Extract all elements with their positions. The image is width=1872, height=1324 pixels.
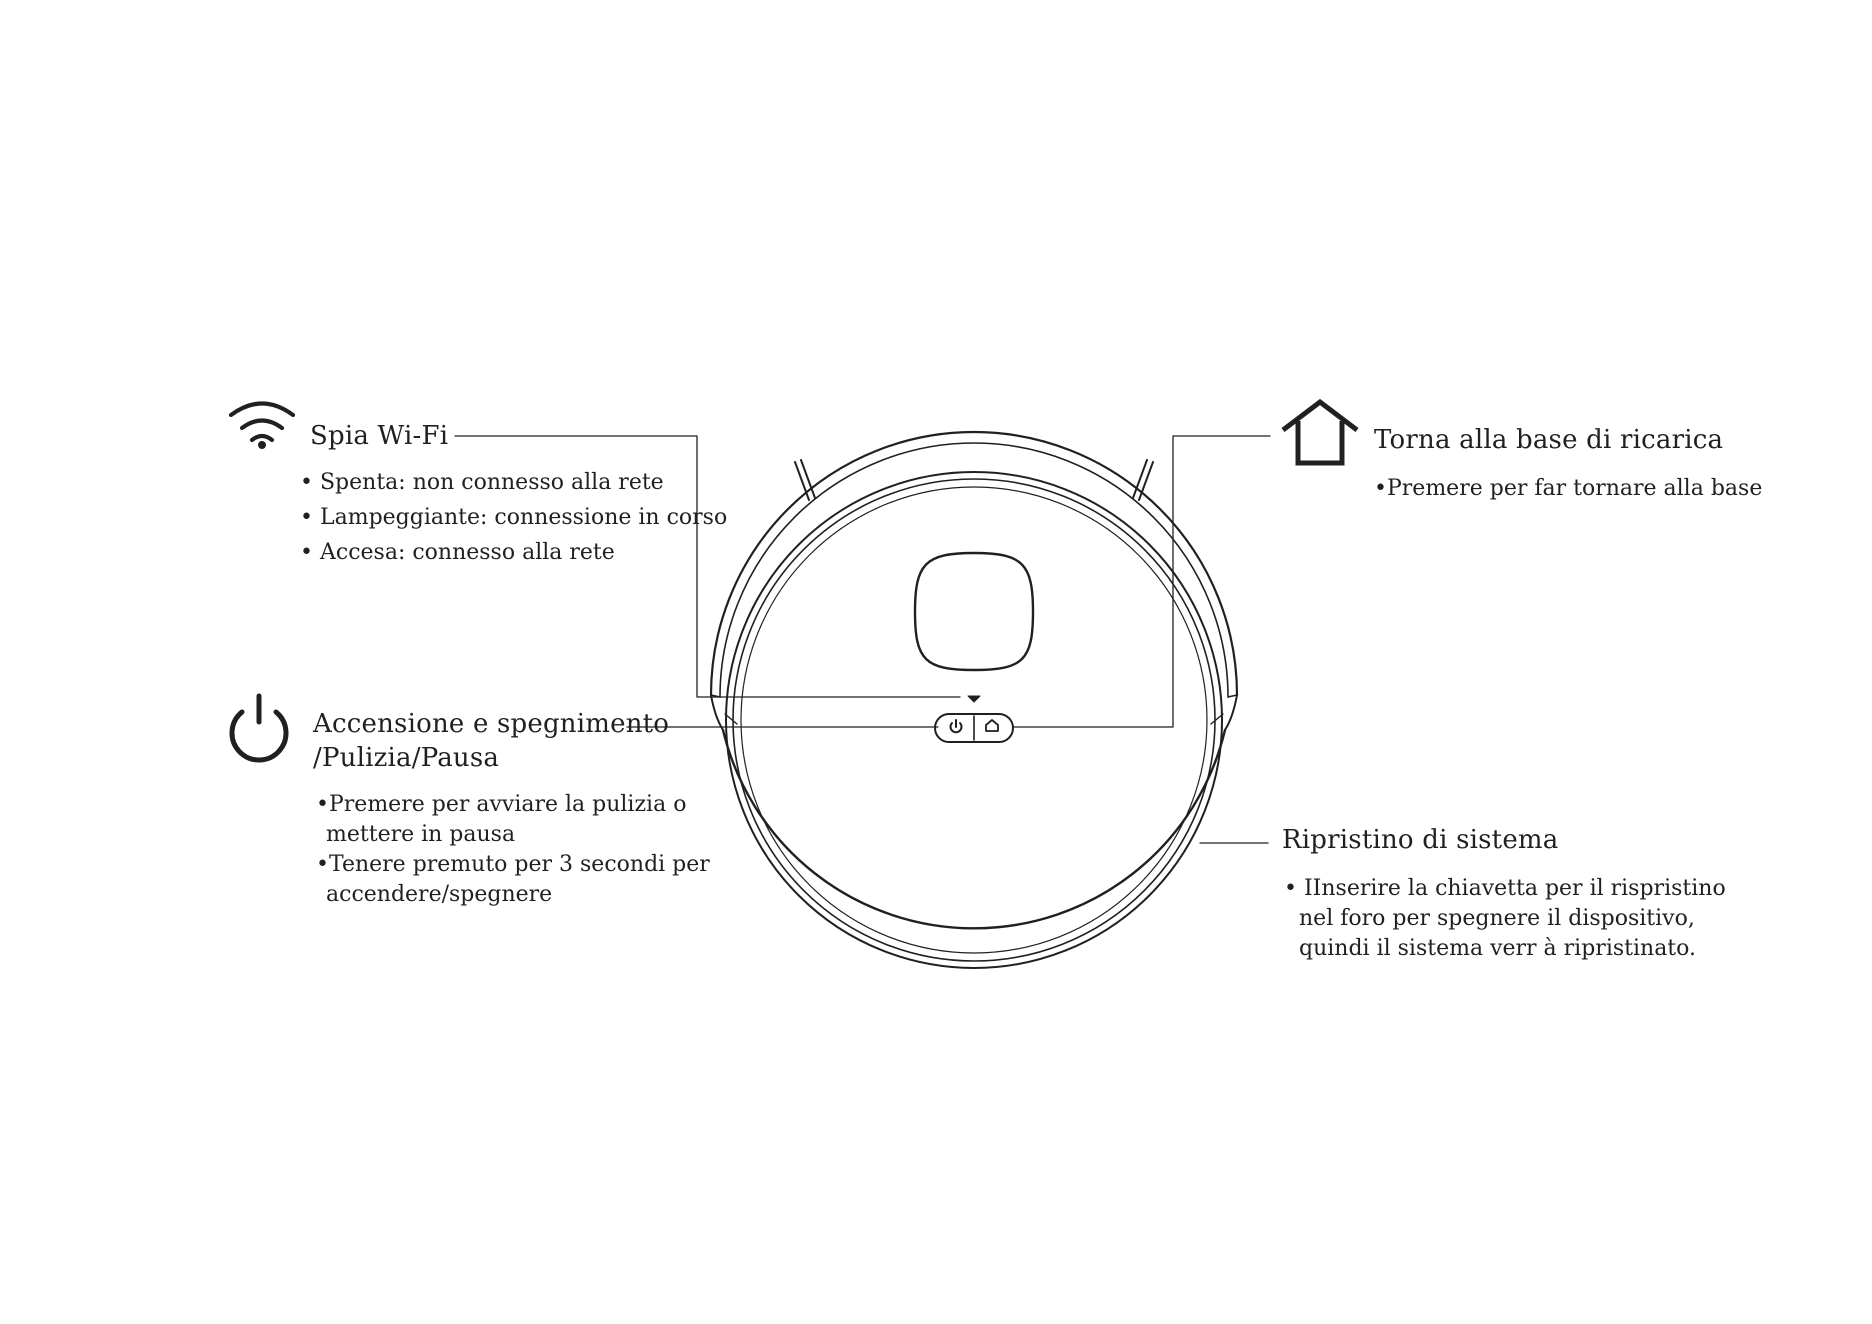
home-icon [1283, 402, 1357, 463]
reset-bullet-1-cont-2: quindi il sistema verr à ripristinato. [1299, 936, 1696, 961]
reset-bullet-1: • IInserire la chiavetta per il rispristino [1284, 876, 1726, 901]
power-icon [232, 696, 286, 760]
power-bullet-2-cont: accendere/spegnere [326, 882, 553, 907]
wifi-indicator-led [968, 696, 980, 702]
top-cover [915, 553, 1033, 670]
power-bullet-1: •Premere per avviare la pulizia o [316, 792, 687, 817]
power-title-line-2: /Pulizia/Pausa [313, 743, 500, 773]
power-bullet-1-cont: mettere in pausa [326, 822, 516, 847]
home-leader-line [1013, 436, 1270, 727]
wifi-icon [231, 404, 293, 450]
home-bullet-1: •Premere per far tornare alla base [1374, 476, 1763, 501]
wifi-bullet-3: • Accesa: connesso alla rete [300, 540, 615, 565]
wifi-title: Spia Wi-Fi [310, 421, 449, 451]
power-bullet-2: •Tenere premuto per 3 secondi per [316, 852, 710, 877]
reset-title: Ripristino di sistema [1282, 825, 1559, 855]
wifi-bullet-2: • Lampeggiante: connessione in corso [300, 505, 728, 530]
wifi-bullet-1: • Spenta: non connesso alla rete [300, 470, 664, 495]
home-title: Torna alla base di ricarica [1374, 425, 1724, 455]
reset-bullet-1-cont: nel foro per spegnere il dispositivo, [1299, 906, 1695, 931]
button-panel [935, 714, 1013, 742]
power-title-line-1: Accensione e spegnimento [313, 709, 670, 739]
